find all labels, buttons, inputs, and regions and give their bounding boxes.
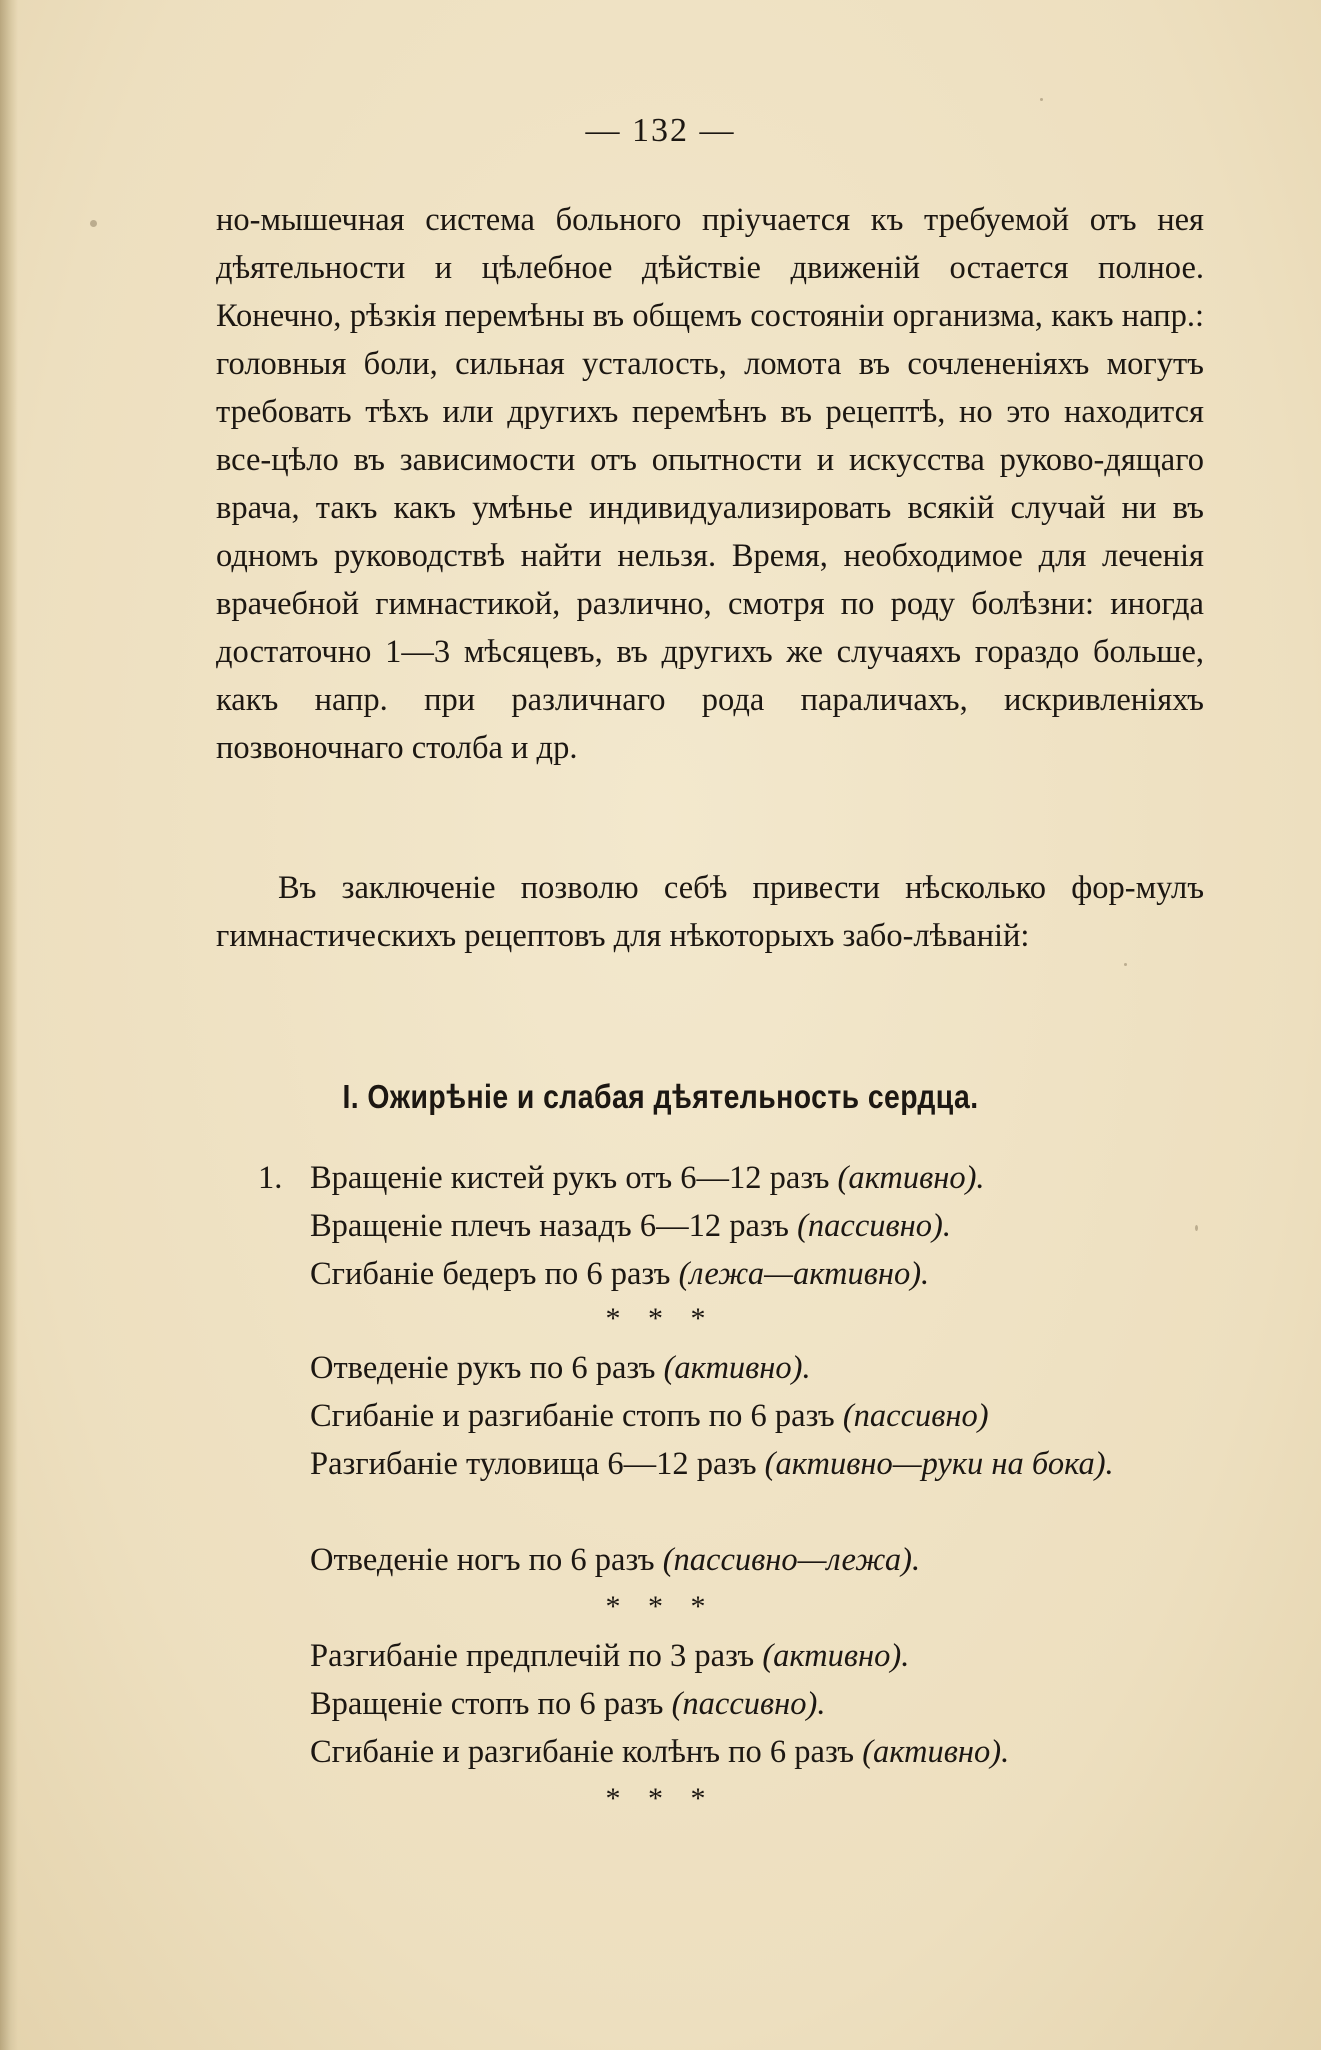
exercise-item-number: 1. — [258, 1160, 283, 1196]
exercise-text: Отведеніе ногъ по 6 разъ — [310, 1542, 663, 1578]
body-paragraph: но-мышечная система больного пріучается къ требуемой отъ нея дѣятельности и цѣлебное дѣйствіе движеній остается полное. Конечно, рѣзкія перемѣны въ общемъ состояніи организма, какъ напр.: головныя боли, сильная усталость, ломота въ сочлененіяхъ могутъ требовать тѣхъ или другихъ перемѣнъ въ рецептѣ, но это находится все-цѣло въ зависимости отъ опытности и искусства руково-дящаго врача, такъ какъ умѣнье индивидуализировать всякій случай ни въ одномъ руководствѣ найти нельзя. Время, необходимое для леченія врачебной гимнастикой, различно, смотря по роду болѣзни: иногда достаточно 1—3 мѣсяцевъ, въ другихъ же случаяхъ гораздо больше, какъ напр. при различнаго рода параличахъ, искривленіяхъ позвоночнаго столба и др. — [216, 202, 1204, 766]
exercise-line — [310, 1344, 811, 1392]
binding-edge — [0, 0, 18, 2050]
exercise-line — [310, 1680, 825, 1728]
exercise-line — [310, 1632, 909, 1680]
exercise-line — [310, 1536, 920, 1584]
exercise-mode: (пассивно). — [671, 1686, 826, 1722]
exercise-line — [310, 1154, 985, 1202]
exercise-mode: (активно—руки на бока). — [764, 1446, 1114, 1482]
exercise-line — [310, 1250, 929, 1298]
exercise-text: Сгибаніе и разгибаніе стопъ по 6 разъ — [310, 1398, 843, 1434]
paper-speck — [90, 220, 97, 227]
separator-stars: * * * — [605, 1782, 716, 1815]
exercise-line — [310, 1440, 1204, 1488]
body-paragraph: Въ заключеніе позволю себѣ привести нѣсколько фор-мулъ гимнастическихъ рецептовъ для нѣкоторыхъ забо-лѣваній: — [216, 870, 1204, 954]
exercise-text: Сгибаніе бедеръ по 6 разъ — [310, 1256, 679, 1292]
exercise-text: Вращеніе стопъ по 6 разъ — [310, 1686, 672, 1722]
exercise-line — [310, 1392, 989, 1440]
section-heading: I. Ожирѣніе и слабая дѣятельность сердца. — [342, 1078, 979, 1115]
separator-stars: * * * — [605, 1302, 716, 1335]
exercise-mode: (пассивно) — [842, 1398, 989, 1434]
exercise-text: Разгибаніе предплечій по 3 разъ — [310, 1638, 763, 1674]
exercise-text: Сгибаніе и разгибаніе колѣнъ по 6 разъ — [310, 1734, 863, 1770]
exercise-mode: (пассивно). — [797, 1208, 951, 1244]
exercise-text: Разгибаніе туловища 6—12 разъ — [310, 1446, 765, 1482]
exercise-text: Вращеніе кистей рукъ отъ 6—12 разъ — [310, 1160, 838, 1196]
exercise-mode: (активно). — [762, 1638, 910, 1674]
exercise-text: Вращеніе плечъ назадъ 6—12 разъ — [310, 1208, 798, 1244]
exercise-line — [310, 1202, 951, 1250]
exercise-text: Отведеніе рукъ по 6 разъ — [310, 1350, 664, 1386]
paper-speck — [1195, 1225, 1198, 1231]
paper-speck — [1040, 98, 1043, 101]
exercise-mode: (активно). — [862, 1734, 1010, 1770]
exercise-mode: (пассивно—лежа). — [662, 1542, 921, 1578]
exercise-mode: (лежа—активно). — [678, 1256, 930, 1292]
paper-speck — [1124, 963, 1127, 966]
exercise-mode: (активно). — [663, 1350, 811, 1386]
separator-stars: * * * — [605, 1590, 716, 1623]
page-number: — 132 — — [585, 112, 736, 149]
exercise-line — [310, 1728, 1009, 1776]
exercise-mode: (активно). — [837, 1160, 985, 1196]
